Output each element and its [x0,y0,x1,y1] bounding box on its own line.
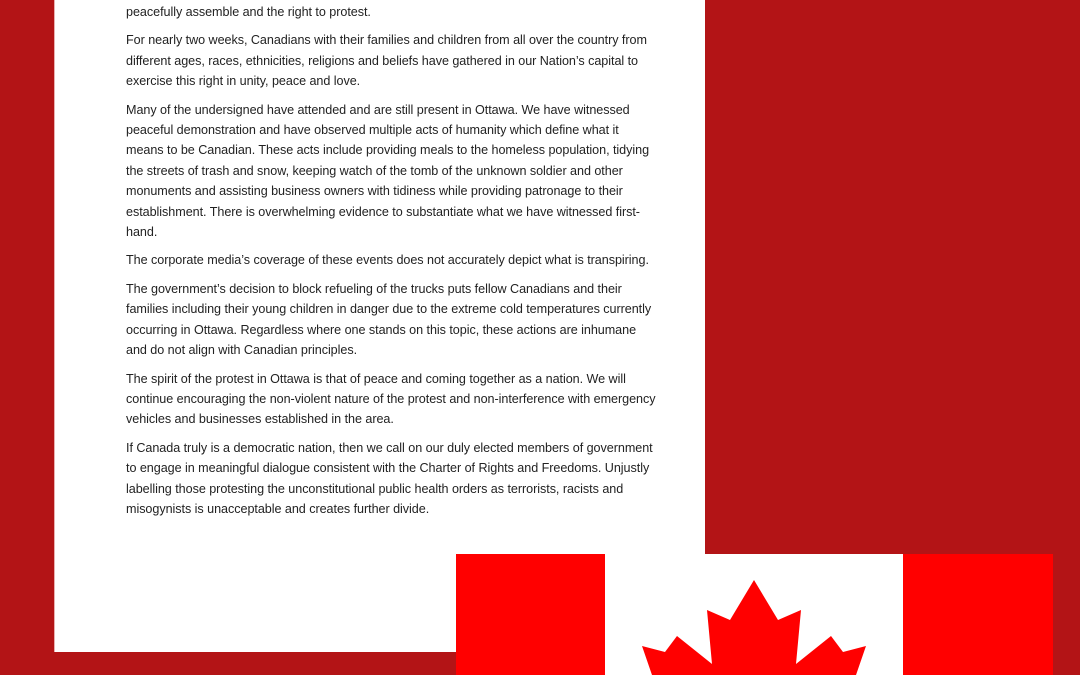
canadian-flag-icon [456,554,1053,675]
paragraph-7: If Canada truly is a democratic nation, then we call on our duly elected members of government to engage in meaningful dialogue consistent with the Charter of Rights and Freedoms. Unjustly labelling those protesting the unconstitutional public health orders as terrorists, racists and misogynists is unacceptable and creates further divide. [126,440,653,516]
paragraph-2: For nearly two weeks, Canadians with their families and children from all over the country from different ages, races, ethnicities, religions and beliefs have gathered in our Nation’s capital to exercise this right in unity, peace and love. [126,33,647,89]
paragraph-1: peacefully assemble and the right to protest. [126,5,371,19]
paragraph-6: The spirit of the protest in Ottawa is that of peace and coming together as a nation. We will continue encouraging the non-violent nature of the protest and non-interference with emergency vehicles and businesses established in the area. [126,371,656,427]
maple-leaf-icon [456,554,1053,675]
paragraph-4: The corporate media’s coverage of these events does not accurately depict what is transpiring. [126,253,649,268]
paragraph-3: Many of the undersigned have attended and are still present in Ottawa. We have witnessed peaceful demonstration and have observed multiple acts of humanity which define what it means to be Canadian. These acts include providing meals to the homeless population, tidying the streets of trash and snow, keeping watch of the tomb of the unknown soldier and other monuments and assisting business owners with tidiness while providing patronage to their establishment. There is overwhelming evidence to substantiate what we have witnessed first-hand. [126,102,650,240]
paragraph-5: The government’s decision to block refueling of the trucks puts fellow Canadians and their families including their young children in danger due to the extreme cold temperatures currently occurring in Ottawa. Regardless where one stands on this topic, these actions are inhumane and do not align with Canadian principles. [126,281,652,358]
letter-body [126,2,656,527]
